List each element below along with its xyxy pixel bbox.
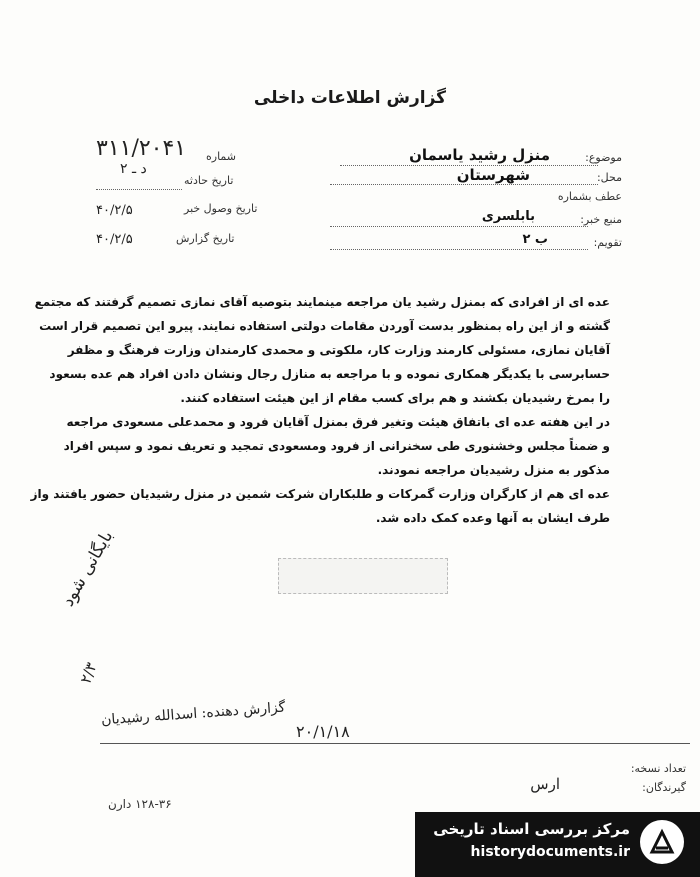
body-line-8: مذکور به منزل رشیدیان مراجعه نمودند. [377, 463, 610, 477]
document-logo-icon [640, 820, 684, 864]
location-value: شهرستان [456, 166, 530, 184]
watermark-url: historydocuments.ir [470, 844, 630, 860]
evaluation-line [330, 249, 588, 250]
margin-note-2: ۲/۳ [76, 659, 101, 687]
recipients-label: گیرندگان: [642, 781, 686, 794]
number-value: ۳۱۱/۲۰۴۱ [96, 136, 187, 161]
report-date-value: ۴۰/۲/۵ [96, 232, 133, 247]
body-line-5: را بمرخ رشیدیان بکشند و هم برای کسب مقام از این هیئت استفاده کنند. [180, 391, 610, 405]
source-label: منبع خبر: [580, 213, 622, 226]
received-date-value: ۴۰/۲/۵ [96, 203, 133, 218]
incident-date-line [96, 189, 182, 190]
file-code: ۱۲۸-۳۶ دارن [108, 797, 172, 811]
number-sub: د ـ ۲ [120, 161, 147, 177]
location-label: محل: [596, 171, 622, 184]
report-date-label: تاریخ گزارش [176, 232, 235, 245]
ref-number-label: عطف بشماره [557, 190, 622, 203]
subject-label: موضوع: [585, 151, 622, 164]
body-line-6: در این هفته عده ای باتفاق هیئت وتغیر فرق بمنزل آقایان فرود و محمدعلی مسعودی مراجعه [66, 415, 610, 429]
source-value: بابلسری [481, 209, 535, 224]
body-line-1: عده ای از افرادی که بمنزل رشید یان مراجعه مینمایند بتوصیه آقای نمازی تصمیم گرفتند که مجتمع [34, 295, 610, 309]
recipients-value: ارس [530, 775, 560, 793]
page-title: گزارش اطلاعات داخلی [253, 88, 447, 108]
footer-divider [100, 743, 690, 744]
watermark-title: مرکز بررسی اسناد تاریخی [433, 820, 630, 838]
body-line-2: گشته و از این راه بمنظور بدست آوردن مقامات دولتی استفاده نمایند. پیرو این تصمیم قرار است [39, 319, 610, 333]
subject-value: منزل رشید یاسمان [409, 146, 550, 164]
incident-date-label: تاریخ حادثه [184, 174, 234, 187]
source-line [330, 226, 588, 227]
body-line-4: حسابرسی با یکدیگر همکاری نموده و با مراجعه به منازل رجال ونشان دادن افراد هم عده بسعود [49, 367, 610, 381]
faded-stamp [278, 558, 448, 594]
margin-note-1: بایگانی شود [58, 527, 118, 610]
signature: گزارش دهنده: اسدالله رشیدیان [100, 699, 286, 729]
number-label: شماره [206, 150, 237, 163]
received-date-label: تاریخ وصول خبر [184, 202, 258, 215]
evaluation-value: ب ۲ [522, 232, 548, 247]
signature-sub: ۲۰/۱/۱۸ [296, 722, 350, 741]
copies-label: تعداد نسخه: [630, 762, 686, 775]
evaluation-label: تقویم: [593, 236, 622, 249]
body-line-3: آقایان نمازی، مسئولی کارمند وزارت کار، ملکوتی و محمدی کارمندان وزارت فرهنگ و مظفر [67, 343, 610, 357]
location-line [330, 184, 598, 185]
body-line-7: و ضمناً مجلس وخشنوری طی سخنرانی از فرود ومسعودی تمجید و تعریف نمود و سپس افراد [63, 439, 610, 453]
body-line-10: طرف ایشان به آنها وعده کمک داده شد. [375, 511, 610, 525]
body-line-9: عده ای هم از کارگران وزارت گمرکات و طلبکاران شرکت شمین در منزل رشیدیان حضور یافتند واز [30, 487, 610, 501]
